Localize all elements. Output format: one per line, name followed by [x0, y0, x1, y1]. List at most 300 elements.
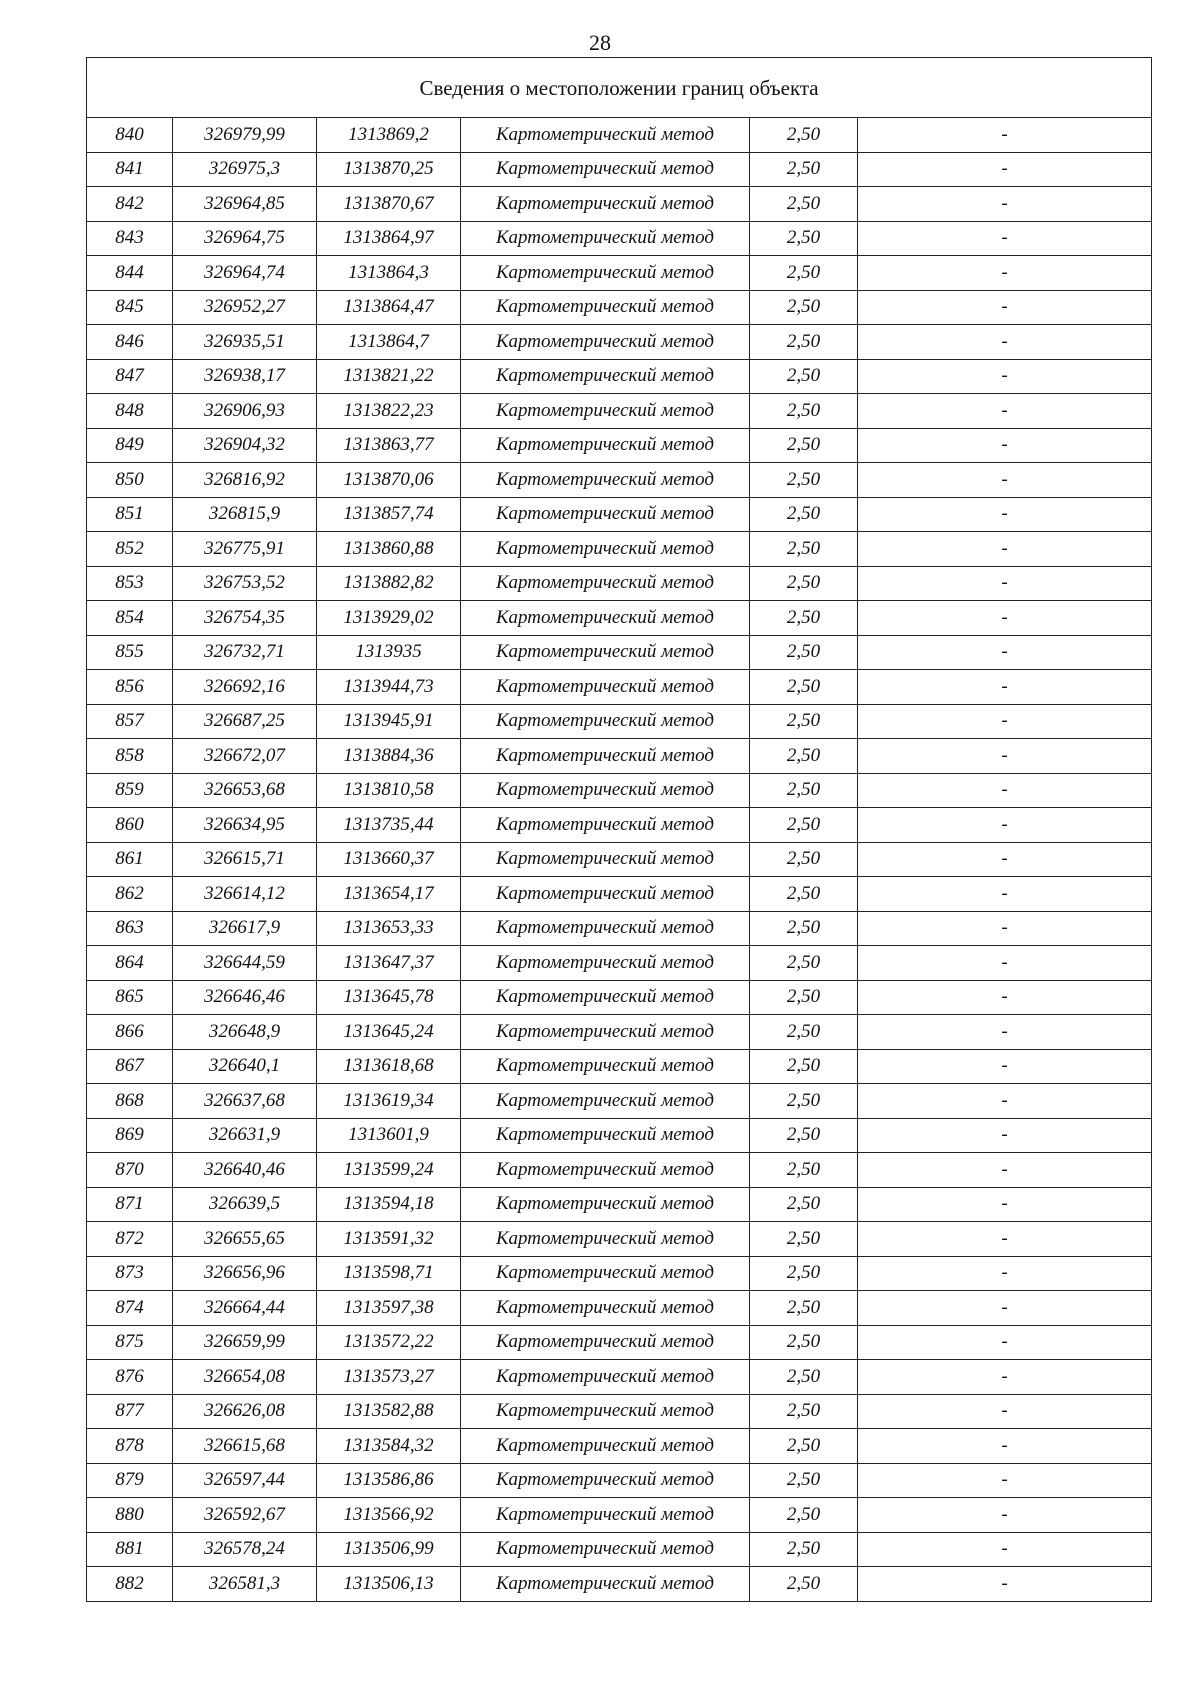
y-coordinate-cell: 1313645,24: [317, 1015, 461, 1050]
y-coordinate-cell: 1313869,2: [317, 118, 461, 153]
accuracy-cell: 2,50: [750, 1187, 858, 1222]
table-row: [87, 532, 1152, 567]
description-cell: -: [858, 1463, 1152, 1498]
y-coordinate-cell: 1313597,38: [317, 1291, 461, 1326]
y-coordinate-cell: 1313929,02: [317, 601, 461, 636]
description-cell: -: [858, 1567, 1152, 1602]
method-cell: Картометрический метод: [461, 290, 750, 325]
y-coordinate-cell: 1313572,22: [317, 1325, 461, 1360]
point-number-cell: 854: [87, 601, 173, 636]
table-row: [87, 118, 1152, 153]
method-cell: Картометрический метод: [461, 1222, 750, 1257]
table-row: [87, 1394, 1152, 1429]
y-coordinate-cell: 1313864,97: [317, 221, 461, 256]
method-cell: Картометрический метод: [461, 1084, 750, 1119]
table-title: Сведения о местоположении границ объекта: [87, 58, 1152, 118]
accuracy-cell: 2,50: [750, 808, 858, 843]
accuracy-cell: 2,50: [750, 1567, 858, 1602]
boundary-coordinates-table: [86, 57, 1152, 1602]
table-row: [87, 256, 1152, 291]
description-cell: -: [858, 566, 1152, 601]
x-coordinate-cell: 326964,74: [173, 256, 317, 291]
description-cell: -: [858, 911, 1152, 946]
point-number-cell: 844: [87, 256, 173, 291]
accuracy-cell: 2,50: [750, 773, 858, 808]
description-cell: -: [858, 601, 1152, 636]
accuracy-cell: 2,50: [750, 325, 858, 360]
point-number-cell: 867: [87, 1049, 173, 1084]
accuracy-cell: 2,50: [750, 1153, 858, 1188]
y-coordinate-cell: 1313647,37: [317, 946, 461, 981]
y-coordinate-cell: 1313821,22: [317, 359, 461, 394]
point-number-cell: 848: [87, 394, 173, 429]
table-row: [87, 394, 1152, 429]
description-cell: -: [858, 1532, 1152, 1567]
point-number-cell: 864: [87, 946, 173, 981]
table-body: [87, 58, 1152, 1602]
accuracy-cell: 2,50: [750, 842, 858, 877]
description-cell: -: [858, 808, 1152, 843]
table-row: [87, 187, 1152, 222]
method-cell: Картометрический метод: [461, 256, 750, 291]
method-cell: Картометрический метод: [461, 1118, 750, 1153]
table-row: [87, 325, 1152, 360]
accuracy-cell: 2,50: [750, 635, 858, 670]
y-coordinate-cell: 1313945,91: [317, 704, 461, 739]
point-number-cell: 858: [87, 739, 173, 774]
method-cell: Картометрический метод: [461, 394, 750, 429]
method-cell: Картометрический метод: [461, 152, 750, 187]
table-row: [87, 463, 1152, 498]
x-coordinate-cell: 326615,71: [173, 842, 317, 877]
method-cell: Картометрический метод: [461, 1049, 750, 1084]
x-coordinate-cell: 326592,67: [173, 1498, 317, 1533]
y-coordinate-cell: 1313944,73: [317, 670, 461, 705]
accuracy-cell: 2,50: [750, 497, 858, 532]
method-cell: Картометрический метод: [461, 532, 750, 567]
point-number-cell: 870: [87, 1153, 173, 1188]
accuracy-cell: 2,50: [750, 1015, 858, 1050]
x-coordinate-cell: 326904,32: [173, 428, 317, 463]
y-coordinate-cell: 1313860,88: [317, 532, 461, 567]
y-coordinate-cell: 1313654,17: [317, 877, 461, 912]
point-number-cell: 850: [87, 463, 173, 498]
point-number-cell: 868: [87, 1084, 173, 1119]
method-cell: Картометрический метод: [461, 670, 750, 705]
method-cell: Картометрический метод: [461, 635, 750, 670]
point-number-cell: 840: [87, 118, 173, 153]
description-cell: -: [858, 1187, 1152, 1222]
description-cell: -: [858, 842, 1152, 877]
point-number-cell: 866: [87, 1015, 173, 1050]
y-coordinate-cell: 1313935: [317, 635, 461, 670]
x-coordinate-cell: 326631,9: [173, 1118, 317, 1153]
table-row: [87, 1567, 1152, 1602]
x-coordinate-cell: 326615,68: [173, 1429, 317, 1464]
y-coordinate-cell: 1313870,25: [317, 152, 461, 187]
method-cell: Картометрический метод: [461, 980, 750, 1015]
point-number-cell: 857: [87, 704, 173, 739]
accuracy-cell: 2,50: [750, 601, 858, 636]
point-number-cell: 862: [87, 877, 173, 912]
x-coordinate-cell: 326672,07: [173, 739, 317, 774]
x-coordinate-cell: 326964,75: [173, 221, 317, 256]
method-cell: Картометрический метод: [461, 773, 750, 808]
x-coordinate-cell: 326906,93: [173, 394, 317, 429]
x-coordinate-cell: 326687,25: [173, 704, 317, 739]
table-row: [87, 980, 1152, 1015]
x-coordinate-cell: 326659,99: [173, 1325, 317, 1360]
x-coordinate-cell: 326964,85: [173, 187, 317, 222]
accuracy-cell: 2,50: [750, 911, 858, 946]
x-coordinate-cell: 326648,9: [173, 1015, 317, 1050]
description-cell: -: [858, 635, 1152, 670]
method-cell: Картометрический метод: [461, 118, 750, 153]
description-cell: -: [858, 1084, 1152, 1119]
point-number-cell: 842: [87, 187, 173, 222]
table-row: [87, 601, 1152, 636]
y-coordinate-cell: 1313573,27: [317, 1360, 461, 1395]
table-row: [87, 1429, 1152, 1464]
method-cell: Картометрический метод: [461, 1532, 750, 1567]
method-cell: Картометрический метод: [461, 1463, 750, 1498]
accuracy-cell: 2,50: [750, 739, 858, 774]
method-cell: Картометрический метод: [461, 221, 750, 256]
point-number-cell: 880: [87, 1498, 173, 1533]
accuracy-cell: 2,50: [750, 1498, 858, 1533]
table-row: [87, 808, 1152, 843]
description-cell: -: [858, 1360, 1152, 1395]
table-row: [87, 497, 1152, 532]
table-row: [87, 911, 1152, 946]
y-coordinate-cell: 1313735,44: [317, 808, 461, 843]
table-row: [87, 946, 1152, 981]
accuracy-cell: 2,50: [750, 359, 858, 394]
y-coordinate-cell: 1313864,3: [317, 256, 461, 291]
y-coordinate-cell: 1313566,92: [317, 1498, 461, 1533]
description-cell: -: [858, 325, 1152, 360]
point-number-cell: 875: [87, 1325, 173, 1360]
y-coordinate-cell: 1313594,18: [317, 1187, 461, 1222]
method-cell: Картометрический метод: [461, 1187, 750, 1222]
description-cell: -: [858, 394, 1152, 429]
x-coordinate-cell: 326597,44: [173, 1463, 317, 1498]
y-coordinate-cell: 1313864,7: [317, 325, 461, 360]
description-cell: -: [858, 704, 1152, 739]
description-cell: -: [858, 670, 1152, 705]
accuracy-cell: 2,50: [750, 1360, 858, 1395]
table-row: [87, 1256, 1152, 1291]
method-cell: Картометрический метод: [461, 1325, 750, 1360]
accuracy-cell: 2,50: [750, 1394, 858, 1429]
x-coordinate-cell: 326935,51: [173, 325, 317, 360]
x-coordinate-cell: 326646,46: [173, 980, 317, 1015]
description-cell: -: [858, 1015, 1152, 1050]
description-cell: -: [858, 739, 1152, 774]
method-cell: Картометрический метод: [461, 566, 750, 601]
x-coordinate-cell: 326816,92: [173, 463, 317, 498]
table-row: [87, 1498, 1152, 1533]
y-coordinate-cell: 1313653,33: [317, 911, 461, 946]
description-cell: -: [858, 1153, 1152, 1188]
description-cell: -: [858, 187, 1152, 222]
x-coordinate-cell: 326617,9: [173, 911, 317, 946]
x-coordinate-cell: 326640,1: [173, 1049, 317, 1084]
point-number-cell: 874: [87, 1291, 173, 1326]
method-cell: Картометрический метод: [461, 428, 750, 463]
method-cell: Картометрический метод: [461, 359, 750, 394]
table-row: [87, 1291, 1152, 1326]
description-cell: -: [858, 428, 1152, 463]
point-number-cell: 843: [87, 221, 173, 256]
method-cell: Картометрический метод: [461, 739, 750, 774]
table-row: [87, 842, 1152, 877]
point-number-cell: 841: [87, 152, 173, 187]
y-coordinate-cell: 1313870,67: [317, 187, 461, 222]
x-coordinate-cell: 326653,68: [173, 773, 317, 808]
method-cell: Картометрический метод: [461, 1429, 750, 1464]
x-coordinate-cell: 326979,99: [173, 118, 317, 153]
point-number-cell: 856: [87, 670, 173, 705]
point-number-cell: 852: [87, 532, 173, 567]
method-cell: Картометрический метод: [461, 1498, 750, 1533]
x-coordinate-cell: 326753,52: [173, 566, 317, 601]
x-coordinate-cell: 326581,3: [173, 1567, 317, 1602]
method-cell: Картометрический метод: [461, 1015, 750, 1050]
accuracy-cell: 2,50: [750, 1049, 858, 1084]
accuracy-cell: 2,50: [750, 877, 858, 912]
method-cell: Картометрический метод: [461, 1360, 750, 1395]
y-coordinate-cell: 1313857,74: [317, 497, 461, 532]
table-row: [87, 1049, 1152, 1084]
accuracy-cell: 2,50: [750, 152, 858, 187]
page-number: 28: [589, 30, 611, 55]
accuracy-cell: 2,50: [750, 1325, 858, 1360]
point-number-cell: 871: [87, 1187, 173, 1222]
accuracy-cell: 2,50: [750, 1291, 858, 1326]
x-coordinate-cell: 326614,12: [173, 877, 317, 912]
point-number-cell: 860: [87, 808, 173, 843]
accuracy-cell: 2,50: [750, 1256, 858, 1291]
description-cell: -: [858, 290, 1152, 325]
description-cell: -: [858, 497, 1152, 532]
table-row: [87, 635, 1152, 670]
method-cell: Картометрический метод: [461, 1394, 750, 1429]
point-number-cell: 878: [87, 1429, 173, 1464]
point-number-cell: 876: [87, 1360, 173, 1395]
method-cell: Картометрический метод: [461, 601, 750, 636]
method-cell: Картометрический метод: [461, 842, 750, 877]
description-cell: -: [858, 1222, 1152, 1257]
description-cell: -: [858, 359, 1152, 394]
y-coordinate-cell: 1313506,99: [317, 1532, 461, 1567]
method-cell: Картометрический метод: [461, 1256, 750, 1291]
accuracy-cell: 2,50: [750, 463, 858, 498]
method-cell: Картометрический метод: [461, 463, 750, 498]
table-row: [87, 1463, 1152, 1498]
table-row: [87, 1360, 1152, 1395]
y-coordinate-cell: 1313660,37: [317, 842, 461, 877]
method-cell: Картометрический метод: [461, 946, 750, 981]
point-number-cell: 869: [87, 1118, 173, 1153]
method-cell: Картометрический метод: [461, 497, 750, 532]
accuracy-cell: 2,50: [750, 1532, 858, 1567]
y-coordinate-cell: 1313864,47: [317, 290, 461, 325]
accuracy-cell: 2,50: [750, 566, 858, 601]
point-number-cell: 879: [87, 1463, 173, 1498]
point-number-cell: 859: [87, 773, 173, 808]
x-coordinate-cell: 326639,5: [173, 1187, 317, 1222]
description-cell: -: [858, 1325, 1152, 1360]
table-row: [87, 1084, 1152, 1119]
y-coordinate-cell: 1313599,24: [317, 1153, 461, 1188]
point-number-cell: 847: [87, 359, 173, 394]
table-row: [87, 1153, 1152, 1188]
accuracy-cell: 2,50: [750, 256, 858, 291]
table-row: [87, 152, 1152, 187]
table-row: [87, 1118, 1152, 1153]
point-number-cell: 846: [87, 325, 173, 360]
y-coordinate-cell: 1313619,34: [317, 1084, 461, 1119]
accuracy-cell: 2,50: [750, 221, 858, 256]
y-coordinate-cell: 1313822,23: [317, 394, 461, 429]
point-number-cell: 853: [87, 566, 173, 601]
description-cell: -: [858, 946, 1152, 981]
point-number-cell: 863: [87, 911, 173, 946]
table-header-row: [87, 58, 1152, 118]
method-cell: Картометрический метод: [461, 808, 750, 843]
accuracy-cell: 2,50: [750, 532, 858, 567]
x-coordinate-cell: 326692,16: [173, 670, 317, 705]
point-number-cell: 845: [87, 290, 173, 325]
y-coordinate-cell: 1313591,32: [317, 1222, 461, 1257]
description-cell: -: [858, 152, 1152, 187]
x-coordinate-cell: 326664,44: [173, 1291, 317, 1326]
y-coordinate-cell: 1313618,68: [317, 1049, 461, 1084]
table-row: [87, 1532, 1152, 1567]
accuracy-cell: 2,50: [750, 704, 858, 739]
y-coordinate-cell: 1313586,86: [317, 1463, 461, 1498]
table-row: [87, 704, 1152, 739]
y-coordinate-cell: 1313582,88: [317, 1394, 461, 1429]
method-cell: Картометрический метод: [461, 325, 750, 360]
x-coordinate-cell: 326640,46: [173, 1153, 317, 1188]
method-cell: Картометрический метод: [461, 877, 750, 912]
description-cell: -: [858, 1118, 1152, 1153]
point-number-cell: 851: [87, 497, 173, 532]
description-cell: -: [858, 463, 1152, 498]
description-cell: -: [858, 1429, 1152, 1464]
x-coordinate-cell: 326626,08: [173, 1394, 317, 1429]
table-row: [87, 877, 1152, 912]
x-coordinate-cell: 326655,65: [173, 1222, 317, 1257]
table-row: [87, 428, 1152, 463]
accuracy-cell: 2,50: [750, 1429, 858, 1464]
y-coordinate-cell: 1313884,36: [317, 739, 461, 774]
table-row: [87, 670, 1152, 705]
description-cell: -: [858, 980, 1152, 1015]
accuracy-cell: 2,50: [750, 394, 858, 429]
description-cell: -: [858, 1394, 1152, 1429]
y-coordinate-cell: 1313601,9: [317, 1118, 461, 1153]
point-number-cell: 865: [87, 980, 173, 1015]
table-row: [87, 739, 1152, 774]
method-cell: Картометрический метод: [461, 187, 750, 222]
description-cell: -: [858, 1049, 1152, 1084]
table-row: [87, 359, 1152, 394]
x-coordinate-cell: 326815,9: [173, 497, 317, 532]
y-coordinate-cell: 1313863,77: [317, 428, 461, 463]
description-cell: -: [858, 256, 1152, 291]
accuracy-cell: 2,50: [750, 118, 858, 153]
description-cell: -: [858, 773, 1152, 808]
x-coordinate-cell: 326634,95: [173, 808, 317, 843]
accuracy-cell: 2,50: [750, 428, 858, 463]
description-cell: -: [858, 118, 1152, 153]
description-cell: -: [858, 1256, 1152, 1291]
x-coordinate-cell: 326754,35: [173, 601, 317, 636]
table-row: [87, 1187, 1152, 1222]
point-number-cell: 881: [87, 1532, 173, 1567]
accuracy-cell: 2,50: [750, 290, 858, 325]
table-row: [87, 1325, 1152, 1360]
point-number-cell: 861: [87, 842, 173, 877]
accuracy-cell: 2,50: [750, 670, 858, 705]
description-cell: -: [858, 532, 1152, 567]
table-row: [87, 1015, 1152, 1050]
accuracy-cell: 2,50: [750, 1222, 858, 1257]
method-cell: Картометрический метод: [461, 1567, 750, 1602]
y-coordinate-cell: 1313598,71: [317, 1256, 461, 1291]
x-coordinate-cell: 326975,3: [173, 152, 317, 187]
method-cell: Картометрический метод: [461, 704, 750, 739]
description-cell: -: [858, 221, 1152, 256]
table-row: [87, 566, 1152, 601]
point-number-cell: 873: [87, 1256, 173, 1291]
description-cell: -: [858, 877, 1152, 912]
x-coordinate-cell: 326654,08: [173, 1360, 317, 1395]
accuracy-cell: 2,50: [750, 946, 858, 981]
x-coordinate-cell: 326952,27: [173, 290, 317, 325]
y-coordinate-cell: 1313584,32: [317, 1429, 461, 1464]
accuracy-cell: 2,50: [750, 1084, 858, 1119]
y-coordinate-cell: 1313882,82: [317, 566, 461, 601]
point-number-cell: 872: [87, 1222, 173, 1257]
x-coordinate-cell: 326732,71: [173, 635, 317, 670]
point-number-cell: 855: [87, 635, 173, 670]
point-number-cell: 849: [87, 428, 173, 463]
x-coordinate-cell: 326938,17: [173, 359, 317, 394]
table-row: [87, 773, 1152, 808]
y-coordinate-cell: 1313870,06: [317, 463, 461, 498]
x-coordinate-cell: 326578,24: [173, 1532, 317, 1567]
table-row: [87, 1222, 1152, 1257]
accuracy-cell: 2,50: [750, 1118, 858, 1153]
description-cell: -: [858, 1291, 1152, 1326]
accuracy-cell: 2,50: [750, 980, 858, 1015]
x-coordinate-cell: 326656,96: [173, 1256, 317, 1291]
x-coordinate-cell: 326637,68: [173, 1084, 317, 1119]
x-coordinate-cell: 326644,59: [173, 946, 317, 981]
description-cell: -: [858, 1498, 1152, 1533]
method-cell: Картометрический метод: [461, 1153, 750, 1188]
accuracy-cell: 2,50: [750, 187, 858, 222]
point-number-cell: 877: [87, 1394, 173, 1429]
method-cell: Картометрический метод: [461, 1291, 750, 1326]
accuracy-cell: 2,50: [750, 1463, 858, 1498]
y-coordinate-cell: 1313506,13: [317, 1567, 461, 1602]
x-coordinate-cell: 326775,91: [173, 532, 317, 567]
